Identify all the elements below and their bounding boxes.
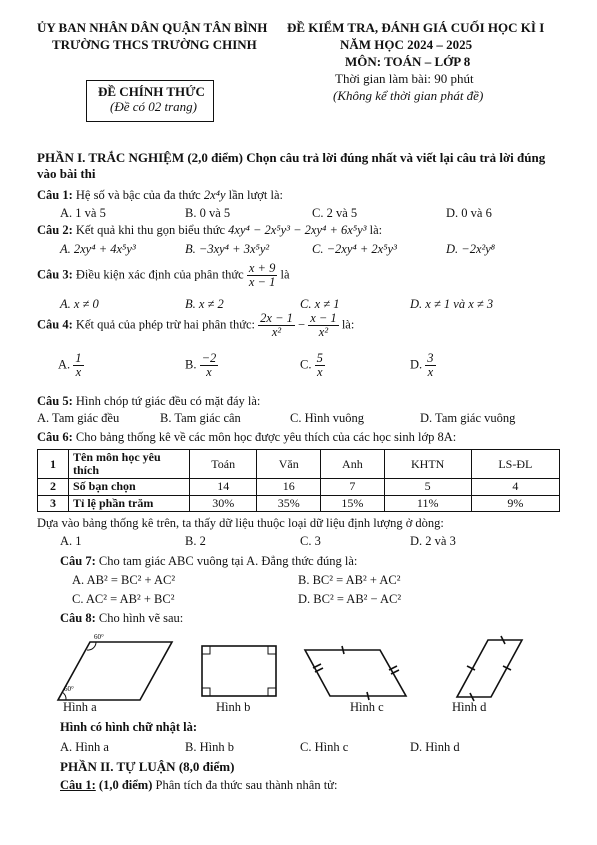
q8-option-c: C. Hình c: [300, 740, 349, 754]
q3-option-d: D. x ≠ 1 và x ≠ 3: [410, 297, 494, 311]
q6-followup: Dựa vào bảng thống kê trên, ta thấy dữ liệu thuộc loại dữ liệu định lượng ở dòng:: [37, 516, 444, 530]
q5-option-c: C. Hình vuông: [290, 411, 364, 425]
table-cell: 1: [38, 450, 69, 479]
q8-question: Hình có hình chữ nhật là:: [60, 720, 198, 734]
part1-title: PHẦN I. TRẮC NGHIỆM (2,0 điểm) Chọn câu trả lời đúng nhất và viết lại câu trả lời đúng: [37, 150, 546, 165]
question-expression: 4xy⁴ − 2x⁵y³ − 2xy⁴ + 6x⁵y³: [228, 223, 367, 237]
official-exam-label: ĐỀ CHÍNH THỨC: [98, 84, 205, 99]
table-cell: 16: [257, 479, 321, 495]
question-label: Câu 4:: [37, 317, 73, 332]
fraction-denominator: x²: [318, 325, 329, 340]
q3-option-b: B. x ≠ 2: [185, 297, 224, 311]
q8-option-d: D. Hình d: [410, 740, 460, 754]
angle-label-bottom: 60°: [64, 685, 74, 693]
question-label: Câu 7:: [60, 554, 96, 568]
time-note: (Không kể thời gian phát đề): [333, 88, 484, 103]
q4-option-a: A. $\frac{1}{x}$: [58, 351, 82, 380]
figure-a: [58, 642, 172, 700]
q8-option-a: A. Hình a: [60, 740, 109, 754]
question-tail: là: [280, 267, 290, 282]
figure-c: [305, 646, 406, 700]
school-name: TRƯỜNG THCS TRƯỜNG CHINH: [52, 37, 257, 52]
table-cell: Văn: [257, 450, 321, 479]
table-cell: 7: [321, 479, 385, 495]
table-cell: LS-ĐL: [471, 450, 559, 479]
q1-option-d: D. 0 và 6: [446, 206, 492, 220]
question-label: Câu 5:: [37, 394, 73, 408]
fraction-numerator: x − 1: [310, 311, 337, 325]
part2-title: PHẦN II. TỰ LUẬN (8,0 điểm): [60, 759, 235, 774]
q7-option-d: D. BC² = AB² − AC²: [298, 592, 402, 606]
q4-option-c: C. $\frac{5}{x}$: [300, 351, 323, 380]
fraction-numerator: 2x − 1: [260, 311, 293, 325]
q4-option-d: D. $\frac{3}{x}$: [410, 351, 434, 380]
figure-d-label: Hình d: [452, 700, 487, 714]
q8-option-b: B. Hình b: [185, 740, 234, 754]
question-label: Câu 3:: [37, 267, 73, 282]
question-text: Cho hình vẽ sau:: [98, 611, 184, 625]
table-cell: 5: [384, 479, 471, 495]
q7-option-c: C. AC² = AB² + BC²: [72, 592, 175, 606]
exam-title: ĐỀ KIỂM TRA, ĐÁNH GIÁ CUỐI HỌC KÌ I: [287, 20, 545, 35]
fraction-numerator: x + 9: [248, 261, 276, 275]
q5-option-b: B. Tam giác cân: [160, 411, 241, 425]
q3-option-c: C. x ≠ 1: [300, 297, 340, 311]
table-cell: 30%: [190, 495, 257, 511]
question-label: Câu 1:: [60, 778, 96, 792]
part1-title-cont: vào bài thi: [37, 166, 96, 181]
question-tail: lần lượt là:: [228, 188, 283, 202]
time-allowed: Thời gian làm bài: 90 phút: [335, 71, 474, 86]
figure-d: [457, 636, 522, 701]
figure-a-label: Hình a: [63, 700, 97, 714]
q6-option-b: B. 2: [185, 534, 206, 548]
q2-option-c: C. −2xy⁴ + 2x⁵y³: [312, 242, 397, 256]
question-text: Hình chóp tứ giác đều có mặt đáy là:: [75, 394, 261, 408]
question-tail: là:: [341, 317, 355, 332]
question-label: Câu 6:: [37, 430, 73, 444]
table-cell: 9%: [471, 495, 559, 511]
q6-option-a: A. 1: [60, 534, 82, 548]
figure-c-label: Hình c: [350, 700, 384, 714]
table-cell: Tỉ lệ phần trăm: [69, 495, 190, 511]
q2-option-a: A. 2xy⁴ + 4x⁵y³: [60, 242, 136, 256]
figure-b: [202, 646, 276, 696]
q7-option-b: B. BC² = AB² + AC²: [298, 573, 401, 587]
school-year: NĂM HỌC 2024 – 2025: [340, 37, 473, 52]
table-cell: Toán: [190, 450, 257, 479]
table-cell: 3: [38, 495, 69, 511]
question-text: Kết quả khi thu gọn biểu thức: [75, 223, 226, 237]
question-label: Câu 8:: [60, 611, 96, 625]
table-cell: Tên môn học yêu thích: [69, 450, 190, 479]
part2-question-1: [60, 778, 337, 793]
question-label: Câu 1:: [37, 188, 73, 202]
table-cell: 35%: [257, 495, 321, 511]
fraction-denominator: x²: [271, 325, 282, 340]
q1-option-c: C. 2 và 5: [312, 206, 358, 220]
question-text: Kết quả của phép trừ hai phân thức:: [75, 317, 256, 332]
table-cell: KHTN: [384, 450, 471, 479]
question-tail: là:: [369, 223, 383, 237]
fraction-denominator: x − 1: [248, 275, 276, 290]
q4-option-b: B. $\frac{-2}{x}$: [185, 351, 217, 380]
q6-option-c: C. 3: [300, 534, 321, 548]
q2-option-d: D. −2x²y⁸: [446, 242, 496, 256]
subject: MÔN: TOÁN – LỚP 8: [345, 54, 471, 69]
q5-option-a: A. Tam giác đều: [37, 411, 120, 425]
figure-b-label: Hình b: [216, 700, 251, 714]
department-name: ỦY BAN NHÂN DÂN QUẬN TÂN BÌNH: [37, 20, 268, 35]
question-4: Câu 4: Kết quả của phép trừ hai phân thức: $\frac{2x - 1}{\text{x²}}$ − $\frac{x - 1}{\text{x²}}$ là:: [37, 311, 355, 340]
q6-option-d: D. 2 và 3: [410, 534, 456, 548]
q1-option-b: B. 0 và 5: [185, 206, 231, 220]
page-count-note: (Đề có 02 trang): [110, 99, 198, 114]
question-text: Cho tam giác ABC vuông tại A. Đẳng thức đúng là:: [98, 554, 358, 568]
question-points: (1,0 điểm): [98, 778, 153, 792]
table-cell: 4: [471, 479, 559, 495]
table-cell: 2: [38, 479, 69, 495]
question-text: Cho bảng thống kê về các môn học được yêu thích của các học sinh lớp 8A:: [75, 430, 457, 444]
q2-option-b: B. −3xy⁴ + 3x⁵y²: [185, 242, 270, 256]
table-cell: 11%: [384, 495, 471, 511]
question-label: Câu 2:: [37, 223, 73, 237]
question-expression: 2x⁴y: [203, 188, 226, 202]
angle-label-top: 60°: [94, 633, 104, 641]
q3-option-a: A. x ≠ 0: [60, 297, 99, 311]
table-cell: Anh: [321, 450, 385, 479]
table-cell: 14: [190, 479, 257, 495]
question-text: Hệ số và bậc của đa thức: [75, 188, 201, 202]
q1-option-a: A. 1 và 5: [60, 206, 106, 220]
question-text: Phân tích đa thức sau thành nhân tử:: [155, 778, 338, 792]
table-cell: Số bạn chọn: [69, 479, 190, 495]
q7-option-a: A. AB² = BC² + AC²: [72, 573, 176, 587]
question-text: Điều kiện xác định của phân thức: [75, 267, 244, 282]
q5-option-d: D. Tam giác vuông: [420, 411, 516, 425]
table-cell: 15%: [321, 495, 385, 511]
